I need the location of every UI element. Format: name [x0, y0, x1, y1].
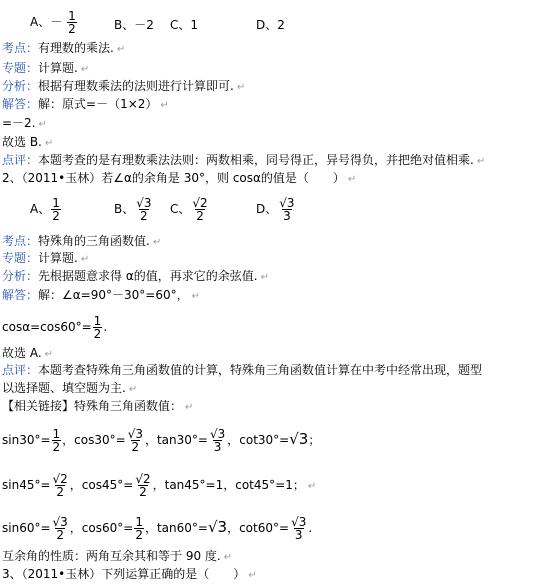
text-fragment: 2	[68, 22, 76, 36]
q1-option-c	[170, 16, 198, 33]
q1-result	[2, 115, 47, 131]
text-fragment: 1	[52, 427, 61, 441]
text-fragment: cosα=cos60°=	[2, 320, 92, 334]
fraction	[290, 516, 307, 541]
text-fragment: C、	[170, 18, 191, 32]
text-fragment: ↵	[38, 119, 47, 130]
text-fragment: ↵	[185, 402, 194, 413]
fraction	[278, 197, 295, 222]
text-fragment: 1	[68, 9, 76, 23]
q1-jieda	[2, 96, 169, 112]
text-fragment: ↵	[44, 138, 54, 149]
text-fragment: √3	[127, 427, 143, 441]
text-fragment: D、	[256, 202, 278, 216]
q2-option-d	[256, 197, 297, 222]
text-fragment: 有理数的乘法.	[38, 41, 114, 55]
q2-zhuanti	[2, 250, 89, 266]
q1-option-d	[256, 16, 285, 33]
text-fragment: .	[308, 521, 313, 535]
text-fragment: 考点：	[2, 41, 39, 55]
text-fragment: 2	[56, 528, 64, 542]
text-fragment: 1	[135, 515, 143, 529]
q1-zhuanti	[2, 60, 89, 76]
q2-related-link	[2, 398, 193, 414]
text-fragment: ，cos30°=	[62, 433, 126, 447]
fraction	[209, 428, 226, 453]
q2-options	[0, 195, 559, 229]
text-fragment: －	[50, 15, 63, 29]
text-fragment: 2	[52, 440, 61, 454]
fraction	[134, 516, 144, 541]
q2-option-c	[170, 197, 210, 222]
text-fragment: 2	[52, 209, 60, 223]
text-fragment: sin45°=	[2, 478, 51, 492]
text-fragment: ，cos60°=	[69, 521, 134, 535]
text-fragment: ↵	[236, 82, 246, 93]
text-fragment: ↵	[128, 384, 138, 395]
text-fragment: 专题：	[2, 61, 39, 75]
text-fragment: ↵	[260, 272, 269, 283]
fraction	[191, 197, 208, 222]
text-fragment: ，cos45°=	[69, 478, 134, 492]
text-fragment: ↵	[152, 237, 162, 248]
text-fragment: 2、（2011•玉林）若∠α的余角是 30°，则 cosα的值是（ ）	[2, 171, 345, 185]
text-fragment: 解答：	[2, 288, 39, 302]
text-fragment: ↵	[191, 291, 200, 302]
text-fragment: 2	[139, 485, 147, 499]
text-fragment: 本题考查特殊角三角函数值的计算，特殊角三角函数值计算在中考中经常出现，题型	[38, 363, 483, 377]
q2-dianping-cont	[2, 380, 137, 396]
q2-question	[2, 170, 356, 186]
paragraph-mark: ↵	[116, 44, 126, 55]
fraction	[135, 197, 152, 222]
text-fragment: C、	[170, 202, 191, 216]
text-fragment: 考点：	[2, 234, 39, 248]
text-fragment: 分析：	[2, 79, 39, 93]
text-fragment: sin30°=	[2, 433, 51, 447]
text-fragment: 3、（2011•玉林）下列运算正确的是（ ）	[2, 567, 246, 581]
text-fragment: 点评：	[2, 363, 39, 377]
q1-kaodian	[2, 40, 125, 56]
text-fragment: √3	[289, 430, 309, 448]
q3-question	[2, 566, 257, 582]
text-fragment: 2	[93, 327, 102, 341]
text-fragment: √3	[52, 515, 68, 529]
text-fragment: 1	[93, 314, 102, 328]
q2-fenxi	[2, 268, 269, 284]
text-fragment: 解答：	[2, 97, 39, 111]
fraction	[134, 473, 151, 498]
text-fragment: =－2.	[2, 116, 36, 130]
fraction	[52, 516, 69, 541]
text-fragment: ，tan30°=	[144, 433, 208, 447]
trig-row-30	[2, 424, 320, 454]
fraction	[93, 315, 103, 340]
q1-options	[0, 4, 559, 34]
q2-jieda	[2, 287, 200, 303]
text-fragment: 先根据题意求得 α的值，再求它的余弦值.	[38, 269, 258, 283]
text-fragment: ↵	[476, 156, 486, 167]
fraction	[52, 473, 69, 498]
q2-option-a	[30, 197, 62, 222]
text-fragment: √3	[136, 196, 152, 210]
text-fragment: 1	[190, 18, 199, 32]
text-fragment: √3	[279, 196, 295, 210]
text-fragment: 互余角的性质：两角互余其和等于 90 度.	[2, 549, 221, 563]
q2-cos-line	[2, 314, 107, 340]
text-fragment: －2	[134, 18, 154, 32]
text-fragment: 2	[277, 18, 285, 32]
q2-option-b	[114, 197, 154, 222]
q1-option-a	[30, 10, 78, 35]
text-fragment: 点评：	[2, 153, 39, 167]
text-fragment: 解：原式=－（1×2）	[38, 97, 158, 111]
trig-row-45	[2, 470, 316, 500]
text-fragment: 故选 A.	[2, 346, 42, 360]
text-fragment: B、	[114, 18, 135, 32]
text-fragment: ↵	[80, 64, 90, 75]
fraction	[52, 428, 62, 453]
trig-row-60	[2, 512, 312, 542]
q2-dianping	[2, 362, 482, 378]
text-fragment: B、	[114, 202, 135, 216]
text-fragment: 故选 B.	[2, 135, 42, 149]
text-fragment: 2	[135, 528, 143, 542]
text-fragment: 分析：	[2, 269, 39, 283]
text-fragment: √2	[52, 472, 68, 486]
text-fragment: ↵	[307, 481, 317, 492]
text-fragment: D、	[256, 18, 278, 32]
text-fragment: 3	[283, 209, 291, 223]
text-fragment: 本题考查的是有理数乘法法则：两数相乘，同号得正，异号得负，并把绝对值相乘.	[38, 153, 474, 167]
text-fragment: 2	[56, 485, 64, 499]
text-fragment: 计算题.	[38, 251, 78, 265]
text-fragment: ↵	[160, 100, 169, 111]
text-fragment: 3	[213, 440, 222, 454]
text-fragment: ↵	[347, 174, 357, 185]
text-fragment: ，tan60°=	[144, 521, 208, 535]
text-fragment: 2	[131, 440, 140, 454]
text-fragment: A、	[30, 202, 51, 216]
q2-select	[2, 345, 53, 361]
text-fragment: ，tan45°=1，cot45°=1；	[152, 478, 305, 492]
text-fragment: ↵	[223, 552, 233, 563]
text-fragment: √3	[209, 427, 226, 441]
text-fragment: ↵	[248, 570, 257, 581]
text-fragment: ；	[308, 433, 321, 447]
fraction	[67, 10, 77, 35]
text-fragment: √3	[291, 515, 307, 529]
text-fragment: 专题：	[2, 251, 39, 265]
text-fragment: √2	[135, 472, 151, 486]
q2-hujiao	[2, 548, 232, 564]
text-fragment: 3	[294, 528, 303, 542]
text-fragment: 根据有理数乘法的法则进行计算即可.	[38, 79, 234, 93]
text-fragment: ↵	[44, 349, 54, 360]
q1-fenxi	[2, 78, 245, 94]
text-fragment: 2	[140, 209, 148, 223]
fraction	[51, 197, 61, 222]
text-fragment: A、	[30, 15, 51, 29]
text-fragment: 解：∠α=90°－30°=60°，	[38, 288, 189, 302]
q1-dianping	[2, 152, 485, 168]
text-fragment: 计算题.	[38, 61, 78, 75]
q1-select	[2, 134, 53, 150]
text-fragment: .	[103, 320, 108, 334]
q2-kaodian	[2, 233, 161, 249]
text-fragment: 【相关链接】特殊角三角函数值：	[2, 399, 183, 413]
text-fragment: ，cot60°=	[227, 521, 290, 535]
q1-option-b	[114, 16, 154, 33]
text-fragment: 以选择题、填空题为主.	[2, 381, 126, 395]
text-fragment: √2	[192, 196, 208, 210]
text-fragment: sin60°=	[2, 521, 51, 535]
text-fragment: 1	[52, 196, 60, 210]
fraction	[127, 428, 144, 453]
text-fragment: 特殊角的三角函数值.	[38, 234, 150, 248]
text-fragment: ，cot30°=	[227, 433, 290, 447]
text-fragment: 2	[196, 209, 204, 223]
text-fragment: ↵	[80, 254, 90, 265]
text-fragment: √3	[207, 518, 228, 536]
